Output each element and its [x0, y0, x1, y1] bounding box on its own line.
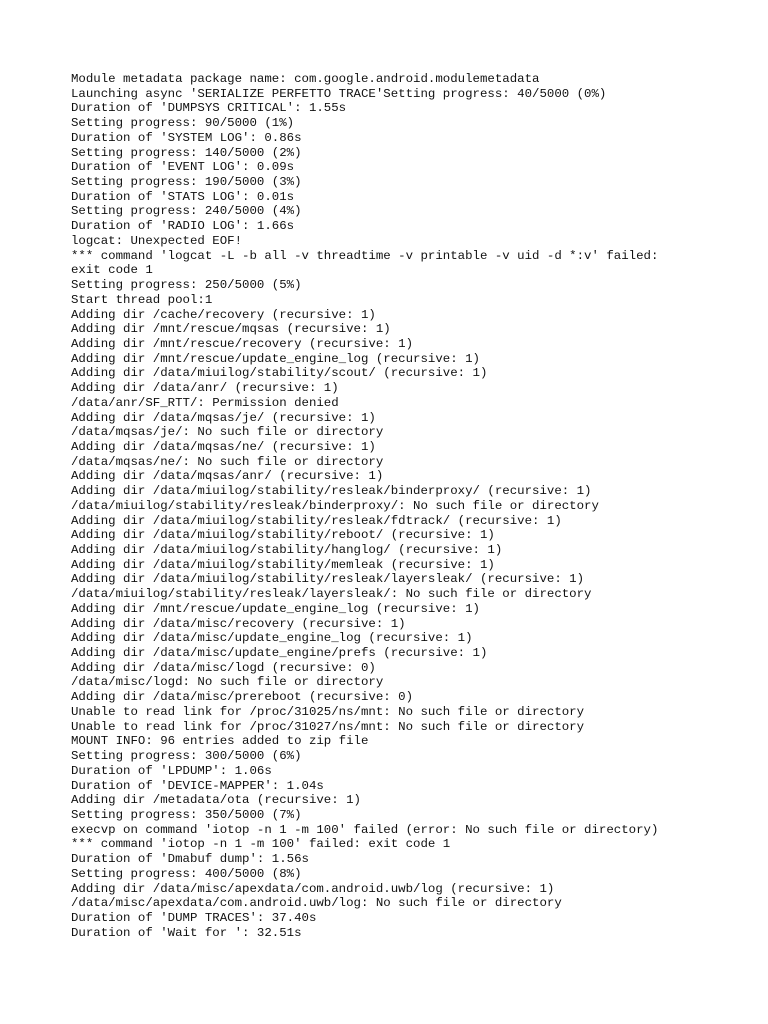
log-line: Duration of 'Wait for ': 32.51s	[71, 925, 302, 940]
log-line: Adding dir /mnt/rescue/update_engine_log (recursive: 1)	[71, 351, 480, 366]
log-line: Adding dir /data/misc/prereboot (recursive: 0)	[71, 690, 414, 705]
log-line: Adding dir /data/miuilog/stability/reboot/ (recursive: 1)	[71, 528, 495, 543]
log-line: Adding dir /data/miuilog/stability/memleak (recursive: 1)	[71, 557, 495, 572]
log-line: Adding dir /data/miuilog/stability/scout/ (recursive: 1)	[71, 366, 488, 381]
log-line: Duration of 'RADIO LOG': 1.66s	[71, 219, 295, 234]
log-line: logcat: Unexpected EOF!	[71, 233, 243, 248]
log-line: Adding dir /data/anr/ (recursive: 1)	[71, 381, 339, 396]
log-line: Adding dir /data/miuilog/stability/resleak/binderproxy/ (recursive: 1)	[71, 484, 592, 499]
log-line: MOUNT INFO: 96 entries added to zip file	[71, 734, 369, 749]
log-line: /data/anr/SF_RTT/: Permission denied	[71, 395, 339, 410]
log-line: Duration of 'STATS LOG': 0.01s	[71, 189, 295, 204]
log-line: Adding dir /data/miuilog/stability/resleak/fdtrack/ (recursive: 1)	[71, 513, 562, 528]
log-line: Setting progress: 400/5000 (8%)	[71, 866, 302, 881]
log-line: /data/miuilog/stability/resleak/layersleak/: No such file or directory	[71, 587, 592, 602]
log-line: exit code 1	[71, 263, 153, 278]
log-line: Adding dir /mnt/rescue/recovery (recursive: 1)	[71, 336, 414, 351]
log-line: /data/mqsas/je/: No such file or directory	[71, 425, 384, 440]
log-line: Adding dir /data/misc/recovery (recursive: 1)	[71, 616, 406, 631]
log-line: Adding dir /data/mqsas/ne/ (recursive: 1)	[71, 439, 376, 454]
log-line: *** command 'logcat -L -b all -v threadtime -v printable -v uid -d *:v' failed:	[71, 248, 659, 263]
log-line: Adding dir /data/miuilog/stability/hanglog/ (recursive: 1)	[71, 543, 503, 557]
log-line: Duration of 'DUMPSYS CRITICAL': 1.55s	[71, 101, 347, 116]
log-line: Adding dir /data/mqsas/je/ (recursive: 1)	[71, 410, 376, 425]
log-line: Module metadata package name: com.google.android.modulemetadata	[71, 72, 540, 86]
log-line: Setting progress: 90/5000 (1%)	[71, 116, 295, 131]
log-line: Adding dir /mnt/rescue/update_engine_log (recursive: 1)	[71, 601, 480, 616]
log-line: Duration of 'DEVICE-MAPPER': 1.04s	[71, 778, 324, 793]
log-line: Adding dir /data/mqsas/anr/ (recursive: 1)	[71, 469, 384, 484]
log-line: Setting progress: 240/5000 (4%)	[71, 204, 302, 219]
log-line: Unable to read link for /proc/31027/ns/mnt: No such file or directory	[71, 719, 585, 734]
log-line: Duration of 'Dmabuf dump': 1.56s	[71, 852, 309, 867]
log-line: Setting progress: 190/5000 (3%)	[71, 175, 302, 190]
log-line: execvp on command 'iotop -n 1 -m 100' failed (error: No such file or directory)	[71, 822, 659, 837]
log-line: Setting progress: 300/5000 (6%)	[71, 749, 302, 764]
log-line: Setting progress: 250/5000 (5%)	[71, 278, 302, 293]
log-line: Duration of 'SYSTEM LOG': 0.86s	[71, 130, 302, 145]
log-line: Duration of 'LPDUMP': 1.06s	[71, 763, 272, 778]
log-line: Adding dir /cache/recovery (recursive: 1)	[71, 307, 376, 322]
log-line: *** command 'iotop -n 1 -m 100' failed: exit code 1	[71, 837, 451, 852]
log-line: /data/mqsas/ne/: No such file or directory	[71, 454, 384, 469]
log-line: Setting progress: 350/5000 (7%)	[71, 807, 302, 822]
log-line: /data/misc/logd: No such file or directory	[71, 675, 384, 690]
log-line: Adding dir /data/misc/update_engine_log (recursive: 1)	[71, 631, 473, 646]
log-line: Unable to read link for /proc/31025/ns/mnt: No such file or directory	[71, 704, 585, 719]
log-line: Adding dir /data/misc/logd (recursive: 0)	[71, 660, 376, 675]
log-line: Start thread pool:1	[71, 292, 213, 307]
log-line: /data/misc/apexdata/com.android.uwb/log: No such file or directory	[71, 896, 562, 911]
log-text-block	[71, 72, 751, 940]
log-line: Duration of 'DUMP TRACES': 37.40s	[71, 910, 317, 925]
log-line: /data/miuilog/stability/resleak/binderproxy/: No such file or directory	[71, 498, 599, 513]
log-line: Adding dir /mnt/rescue/mqsas (recursive: 1)	[71, 322, 391, 337]
log-line: Setting progress: 140/5000 (2%)	[71, 145, 302, 160]
log-line: Adding dir /data/miuilog/stability/resleak/layersleak/ (recursive: 1)	[71, 572, 585, 587]
log-line: Duration of 'EVENT LOG': 0.09s	[71, 160, 295, 175]
log-line: Launching async 'SERIALIZE PERFETTO TRACE'Setting progress: 40/5000 (0%)	[71, 86, 607, 101]
log-line: Adding dir /data/misc/update_engine/prefs (recursive: 1)	[71, 646, 488, 661]
log-line: Adding dir /data/misc/apexdata/com.android.uwb/log (recursive: 1)	[71, 881, 555, 896]
log-line: Adding dir /metadata/ota (recursive: 1)	[71, 793, 361, 808]
